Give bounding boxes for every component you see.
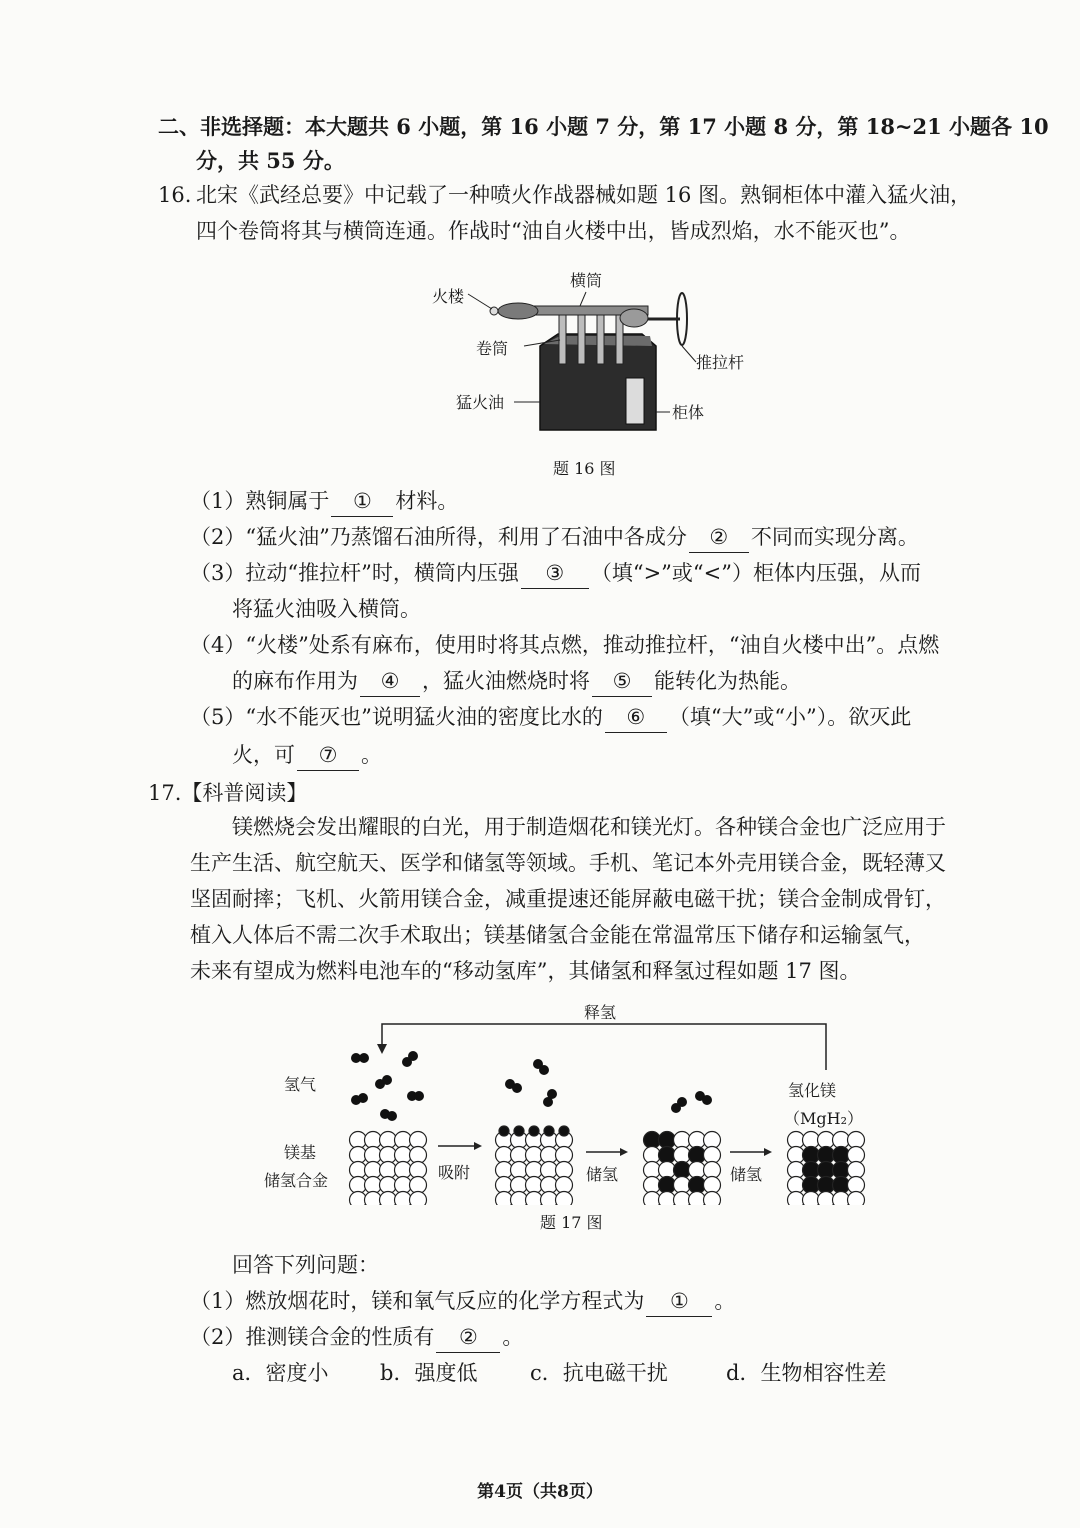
label-store-2: 储氢 [730, 1165, 763, 1184]
q17-part1-text: （1）燃放烟花时，镁和氧气反应的化学方程式为 [190, 1289, 645, 1313]
arrow-store-2 [764, 1148, 772, 1156]
q17-part2-post: 。 [502, 1325, 524, 1349]
magnesium-atom [848, 1192, 865, 1206]
q16-part3 [190, 558, 921, 589]
q16-part4-line2 [232, 666, 801, 697]
q16-part5-line2 [232, 740, 382, 771]
magnesium-atom [833, 1192, 850, 1206]
lattice-partial [644, 1132, 721, 1206]
magnesium-atom [541, 1192, 558, 1206]
q16-part3-line2: 将猛火油吸入横筒。 [232, 597, 421, 621]
label-fierce-oil: 猛火油 [456, 393, 505, 412]
magnesium-atom [496, 1192, 513, 1206]
label-fire-tower: 火楼 [432, 287, 465, 306]
adsorbed-hydrogen [544, 1126, 554, 1136]
magnesium-atom [365, 1192, 382, 1206]
label-hydrogen: 氢气 [284, 1075, 317, 1094]
answer-blank-17-2[interactable]: ② [436, 1322, 500, 1353]
q16-part2-text: （2）“猛火油”乃蒸馏石油所得，利用了石油中各成分 [190, 525, 687, 549]
roll-tube [559, 312, 566, 364]
answer-blank-4[interactable]: ④ [360, 666, 420, 697]
answer-blank-6[interactable]: ⑥ [605, 702, 667, 733]
label-mgh2-formula: （MgH₂） [784, 1109, 863, 1128]
q16-part3-text: （3）拉动“推拉杆”时，横筒内压强 [190, 561, 519, 585]
q16-part5-post: （填“大”或“小”）。欲灭此 [668, 705, 912, 729]
q16-part4-mid: ，猛火油燃烧时将 [422, 669, 590, 693]
magnesium-atom [689, 1192, 706, 1206]
release-arrow [382, 1024, 826, 1070]
magnesium-atom [704, 1192, 721, 1206]
q17-para-line5: 未来有望成为燃料电池车的“移动氢库”，其储氢和释氢过程如题 17 图。 [190, 959, 861, 983]
q16-part3-post: （填“>”或“<”）柜体内压强，从而 [590, 561, 921, 585]
q16-part1-post: 材料。 [395, 489, 459, 513]
q16-part2-post: 不同而实现分离。 [750, 525, 919, 549]
answer-blank-5[interactable]: ⑤ [592, 666, 652, 697]
arrow-adsorb [474, 1142, 482, 1150]
q16-stem-line1: 北宋《武经总要》中记载了一种喷火作战器械如题 16 图。熟铜柜体中灌入猛火油， [196, 183, 972, 207]
q17-para-line1: 镁燃烧会发出耀眼的白光，用于制造烟花和镁光灯。各种镁合金也广泛应用于 [232, 815, 946, 839]
magnesium-atom [395, 1192, 412, 1206]
q17-heading [148, 778, 307, 808]
magnesium-atom [526, 1192, 543, 1206]
option-d[interactable]: d．生物相容性差 [726, 1361, 887, 1385]
q17-part1 [190, 1286, 735, 1317]
q16-part5-post2: 。 [361, 743, 382, 767]
label-cabinet: 柜体 [672, 403, 705, 422]
answer-blank-2[interactable]: ② [689, 522, 749, 553]
fire-tower [498, 303, 538, 319]
arrow-store-1 [620, 1148, 628, 1156]
q16-part1 [190, 486, 458, 517]
option-c[interactable]: c．抗电磁干扰 [530, 1361, 668, 1385]
page-footer: 第4页（共8页） [477, 1482, 603, 1502]
q16-stem-line2: 四个卷筒将其与横筒连通。作战时“油自火楼中出，皆成烈焰，水不能灭也”。 [196, 219, 911, 243]
label-roll-tube: 卷筒 [476, 339, 509, 358]
q16-part4-line1: （4）“火楼”处系有麻布，使用时将其点燃，推动推拉杆，“油自火楼中出”。点燃 [190, 633, 940, 657]
label-release: 释氢 [584, 1003, 617, 1022]
label-alloy-1: 镁基 [284, 1143, 317, 1162]
figure-17-caption: 题 17 图 [540, 1213, 603, 1232]
label-store-1: 储氢 [586, 1165, 619, 1184]
section-title-line1: 二、非选择题：本大题共 6 小题，第 16 小题 7 分，第 17 小题 8 分，第 18~21 小题各 10 [158, 114, 1049, 139]
figure-17-hydrogen-storage [260, 1000, 880, 1205]
label-push-pull-rod: 推拉杆 [696, 353, 745, 372]
adsorbed-hydrogen [499, 1126, 509, 1136]
q17-para-line3: 坚固耐摔；飞机、火箭用镁合金，减重提速还能屏蔽电磁干扰；镁合金制成骨钉， [190, 887, 946, 911]
q17-part1-post: 。 [714, 1289, 736, 1313]
magnesium-atom [556, 1192, 573, 1206]
section-title-line2: 分，共 55 分。 [196, 148, 345, 173]
magnesium-atom [803, 1192, 820, 1206]
magnesium-atom [511, 1192, 528, 1206]
magnesium-atom [380, 1192, 397, 1206]
label-horizontal-tube: 横筒 [570, 271, 603, 290]
label-alloy-2: 储氢合金 [264, 1171, 329, 1190]
roll-tube [578, 312, 585, 364]
magnesium-atom [644, 1192, 661, 1206]
q17-answer-intro: 回答下列问题： [232, 1253, 379, 1277]
roll-tube [597, 312, 604, 364]
lattice-alloy [350, 1132, 427, 1206]
option-b[interactable]: b．强度低 [380, 1361, 478, 1385]
q16-part4-post: 能转化为热能。 [654, 669, 801, 693]
answer-blank-17-1[interactable]: ① [646, 1286, 712, 1317]
q17-part2 [190, 1322, 523, 1353]
cabinet-door [626, 378, 644, 424]
lattice-mgh2 [788, 1132, 865, 1206]
magnesium-atom [350, 1192, 367, 1206]
q16-part1-text: （1）熟铜属于 [190, 489, 330, 513]
option-a[interactable]: a．密度小 [232, 1361, 329, 1385]
magnesium-atom [410, 1192, 427, 1206]
label-mgh2: 氢化镁 [788, 1081, 837, 1100]
q16-number: 16. [158, 183, 192, 207]
magnesium-atom [818, 1192, 835, 1206]
magnesium-atom [659, 1192, 676, 1206]
q16-part5 [190, 702, 911, 733]
magnesium-atom [788, 1192, 805, 1206]
label-adsorb: 吸附 [438, 1163, 471, 1182]
adsorbed-hydrogen [514, 1126, 524, 1136]
answer-blank-1[interactable]: ① [331, 486, 393, 517]
hydrogen-molecules [351, 1051, 712, 1121]
q17-para-line2: 生产生活、航空航天、医学和储氢等领域。手机、笔记本外壳用镁合金，既轻薄又 [190, 851, 946, 875]
answer-blank-7[interactable]: ⑦ [297, 740, 359, 771]
q16-part5-text: （5）“水不能灭也”说明猛火油的密度比水的 [190, 705, 603, 729]
q16-part4-text: 的麻布作用为 [232, 669, 358, 693]
lattice-adsorbed [496, 1126, 573, 1205]
magnesium-atom [674, 1192, 691, 1206]
q17-options [232, 1358, 886, 1388]
adsorbed-hydrogen [529, 1126, 539, 1136]
adsorbed-hydrogen [559, 1126, 569, 1136]
q17-title: 【科普阅读】 [181, 781, 308, 805]
q17-para-line4: 植入人体后不需二次手术取出；镁基储氢合金能在常温常压下储存和运输氢气， [190, 923, 925, 947]
figure-16-flamethrower [420, 262, 760, 452]
q17-part2-text: （2）推测镁合金的性质有 [190, 1325, 435, 1349]
answer-blank-3[interactable]: ③ [521, 558, 589, 589]
q17-number: 17. [148, 781, 182, 805]
q16-part2 [190, 522, 919, 553]
q16-part5-text2: 火，可 [232, 743, 295, 767]
figure-16-caption: 题 16 图 [553, 459, 616, 478]
